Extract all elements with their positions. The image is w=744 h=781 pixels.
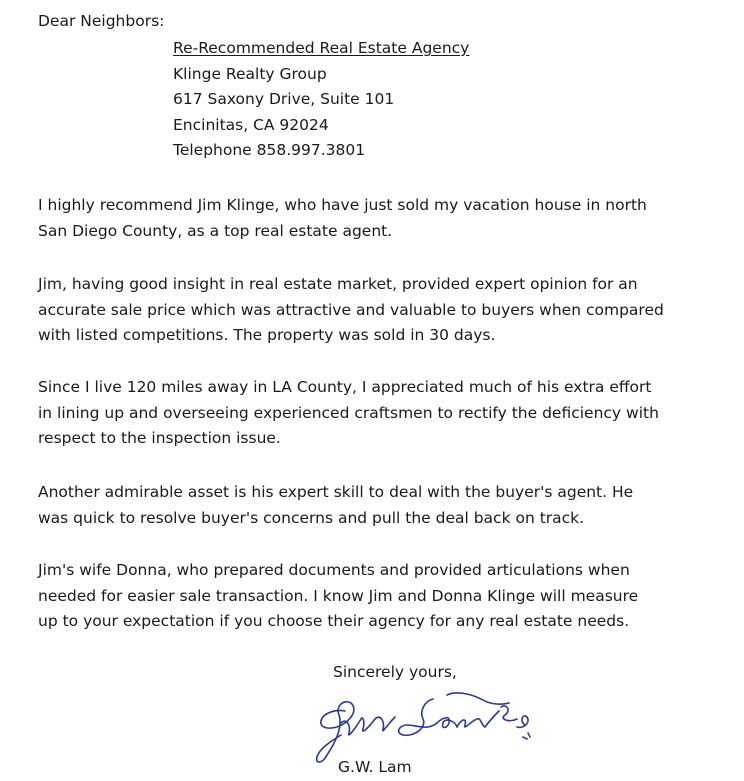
company-name: Klinge Realty Group — [173, 64, 327, 83]
paragraph-line: Jim's wife Donna, who prepared documents and provided articulations when — [38, 561, 630, 579]
paragraph-line: with listed competitions. The property was sold in 30 days. — [38, 326, 496, 344]
telephone: Telephone 858.997.3801 — [173, 141, 366, 159]
paragraph-line: I highly recommend Jim Klinge, who have just sold my vacation house in north — [38, 196, 647, 214]
paragraph-market-insight — [38, 272, 718, 349]
paragraph-donna — [38, 558, 718, 635]
paragraph-line: needed for easier sale transaction. I know Jim and Donna Klinge will measure — [38, 586, 639, 605]
paragraph-line: Since I live 120 miles away in LA County, I appreciated much of his extra effort — [38, 378, 652, 396]
street-address: 617 Saxony Drive, Suite 101 — [173, 90, 395, 108]
address-block — [173, 36, 469, 164]
paragraph-line: accurate sale price which was attractive and valuable to buyers when compared — [38, 300, 664, 319]
paragraph-line: was quick to resolve buyer's concerns and pull the deal back on track. — [38, 508, 585, 527]
paragraph-line: up to your expectation if you choose their agency for any real estate needs. — [38, 612, 630, 630]
paragraph-extra-effort — [38, 375, 718, 452]
paragraph-recommendation — [38, 193, 718, 244]
paragraph-line: in lining up and overseeing experienced craftsmen to rectify the deficiency with — [38, 403, 659, 422]
paragraph-line: San Diego County, as a top real estate agent. — [38, 221, 393, 240]
agency-name: Re-Recommended Real Estate Agency — [173, 39, 470, 57]
paragraph-negotiation-skill — [38, 480, 718, 531]
closing: Sincerely yours, — [333, 663, 457, 681]
city-state-zip: Encinitas, CA 92024 — [173, 115, 329, 134]
greeting: Dear Neighbors: — [38, 12, 165, 30]
paragraph-line: Another admirable asset is his expert skill to deal with the buyer's agent. He — [38, 483, 634, 501]
paragraph-line: Jim, having good insight in real estate market, provided expert opinion for an — [38, 275, 638, 293]
signer-name: G.W. Lam — [338, 758, 412, 776]
paragraph-line: respect to the inspection issue. — [38, 429, 281, 447]
